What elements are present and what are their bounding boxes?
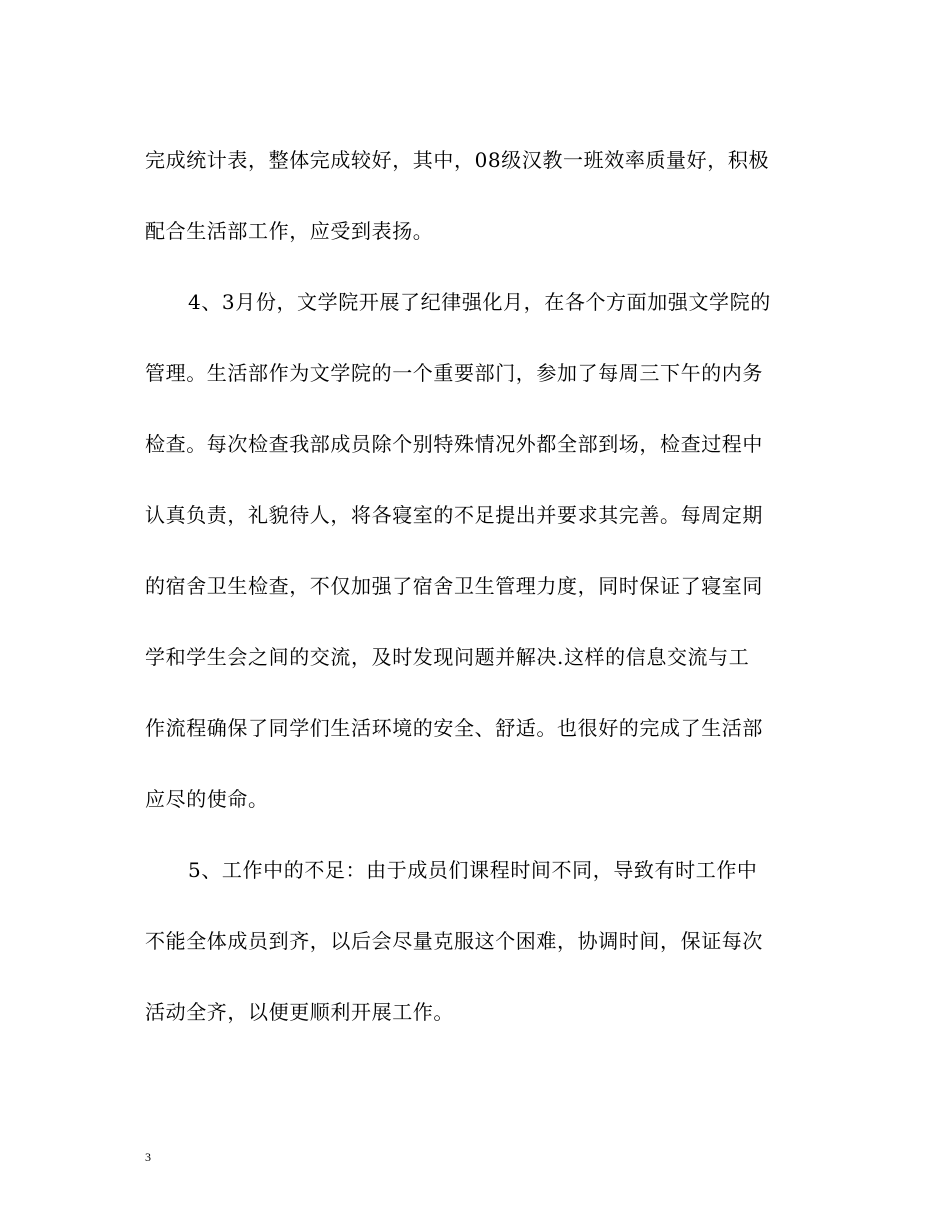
text-line: 认真负责，礼貌待人，将各寝室的不足提出并要求其完善。每周定期 xyxy=(145,503,763,527)
text-line: 管理。生活部作为文学院的一个重要部门，参加了每周三下午的内务 xyxy=(145,361,763,385)
text-line: 活动全齐，以便更顺利开展工作。 xyxy=(145,1000,454,1024)
text-line: 不能全体成员到齐，以后会尽量克服这个困难，协调时间，保证每次 xyxy=(145,929,763,953)
text-line: 检查。每次检查我部成员除个别特殊情况外都全部到场，检查过程中 xyxy=(145,432,763,456)
text-line: 配合生活部工作，应受到表扬。 xyxy=(145,219,434,243)
text-line: 的宿舍卫生检查，不仅加强了宿舍卫生管理力度，同时保证了寝室同 xyxy=(145,574,763,598)
text-line: 应尽的使命。 xyxy=(145,787,269,811)
text-line: 学和学生会之间的交流，及时发现问题并解决.这样的信息交流与工 xyxy=(145,645,750,669)
page-number: 3 xyxy=(145,1150,151,1164)
paragraph-start-line: 4、3月份，文学院开展了纪律强化月，在各个方面加强文学院的 xyxy=(188,290,771,314)
paragraph-start-line: 5、工作中的不足：由于成员们课程时间不同，导致有时工作中 xyxy=(188,858,758,882)
text-line: 作流程确保了同学们生活环境的安全、舒适。也很好的完成了生活部 xyxy=(145,716,763,740)
text-line: 完成统计表，整体完成较好，其中，08级汉教一班效率质量好，积极 xyxy=(145,148,770,172)
